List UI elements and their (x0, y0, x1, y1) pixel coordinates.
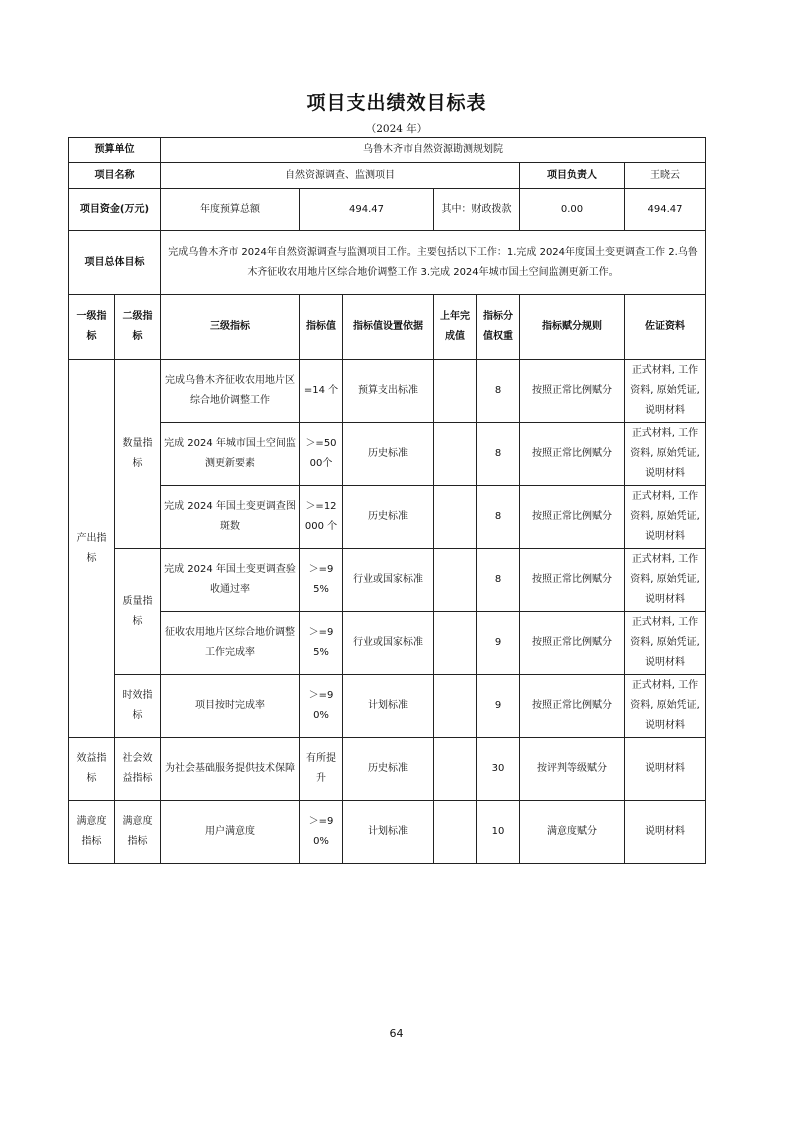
indicator-name: 完成乌鲁木齐征收农用地片区综合地价调整工作 (161, 360, 300, 423)
indicator-weight: 9 (477, 612, 520, 675)
indicator-weight: 8 (477, 486, 520, 549)
table-row (69, 549, 706, 612)
table-row (69, 738, 706, 801)
fiscal-fund-value: 0.00 (520, 189, 625, 231)
indicator-weight: 8 (477, 549, 520, 612)
indicator-evidence: 正式材料, 工作资料, 原始凭证, 说明材料 (625, 423, 706, 486)
indicator-basis: 历史标准 (343, 738, 434, 801)
indicator-last-year (434, 675, 477, 738)
group-social-benefit: 社会效益指标 (115, 738, 161, 801)
indicator-basis: 行业或国家标准 (343, 549, 434, 612)
project-goal-row (69, 231, 706, 295)
indicator-value: ＞=95% (300, 612, 343, 675)
project-name-value: 自然资源调查、监测项目 (161, 163, 520, 189)
indicator-name: 为社会基础服务提供技术保障 (161, 738, 300, 801)
header-last-year: 上年完成值 (434, 295, 477, 360)
group-timeliness: 时效指标 (115, 675, 161, 738)
project-goal-label: 项目总体目标 (69, 231, 161, 295)
project-name-label: 项目名称 (69, 163, 161, 189)
indicator-name: 完成 2024 年国土变更调查验收通过率 (161, 549, 300, 612)
annual-budget-value: 494.47 (300, 189, 434, 231)
indicator-last-year (434, 486, 477, 549)
project-leader-label: 项目负责人 (520, 163, 625, 189)
header-level3: 三级指标 (161, 295, 300, 360)
indicator-weight: 30 (477, 738, 520, 801)
document-title: 项目支出绩效目标表 (306, 92, 487, 114)
indicator-last-year (434, 360, 477, 423)
indicator-evidence: 正式材料, 工作资料, 原始凭证, 说明材料 (625, 675, 706, 738)
fiscal-fund-label: 其中：财政拨款 (434, 189, 520, 231)
table-row (69, 675, 706, 738)
group-quantity: 数量指标 (115, 360, 161, 549)
indicator-basis: 行业或国家标准 (343, 612, 434, 675)
indicator-rule: 按照正常比例赋分 (520, 612, 625, 675)
page-number: 64 (389, 1027, 404, 1040)
indicator-weight: 9 (477, 675, 520, 738)
indicator-value: ＞=5000个 (300, 423, 343, 486)
indicator-value: =14 个 (300, 360, 343, 423)
budget-unit-row (69, 138, 706, 163)
header-evidence: 佐证资料 (625, 295, 706, 360)
indicator-rule: 按评判等级赋分 (520, 738, 625, 801)
project-fund-label: 项目资金(万元) (69, 189, 161, 231)
indicator-header-row (69, 295, 706, 360)
indicator-last-year (434, 738, 477, 801)
table-row (69, 423, 706, 486)
indicator-evidence: 正式材料, 工作资料, 原始凭证, 说明材料 (625, 486, 706, 549)
group-satisfaction-sub: 满意度指标 (115, 801, 161, 864)
group-benefit: 效益指标 (69, 738, 115, 801)
table-row (69, 360, 706, 423)
indicator-basis: 预算支出标准 (343, 360, 434, 423)
indicator-evidence: 说明材料 (625, 801, 706, 864)
indicator-rule: 按照正常比例赋分 (520, 486, 625, 549)
group-output: 产出指标 (69, 360, 115, 738)
indicator-rule: 按照正常比例赋分 (520, 423, 625, 486)
indicator-rule: 按照正常比例赋分 (520, 675, 625, 738)
indicator-evidence: 正式材料, 工作资料, 原始凭证, 说明材料 (625, 360, 706, 423)
indicator-rule: 按照正常比例赋分 (520, 549, 625, 612)
indicator-last-year (434, 801, 477, 864)
header-rule: 指标赋分规则 (520, 295, 625, 360)
document-year: （2024 年） (365, 123, 428, 135)
project-name-row (69, 163, 706, 189)
performance-target-table (68, 137, 706, 864)
indicator-evidence: 说明材料 (625, 738, 706, 801)
table-row (69, 801, 706, 864)
header-basis: 指标值设置依据 (343, 295, 434, 360)
budget-unit-value: 乌鲁木齐市自然资源勘测规划院 (161, 138, 706, 163)
indicator-value: ＞=12000 个 (300, 486, 343, 549)
indicator-name: 用户满意度 (161, 801, 300, 864)
project-leader-value: 王晓云 (625, 163, 706, 189)
indicator-basis: 计划标准 (343, 675, 434, 738)
group-quality: 质量指标 (115, 549, 161, 675)
indicator-basis: 历史标准 (343, 486, 434, 549)
header-level1: 一级指标 (69, 295, 115, 360)
indicator-name: 项目按时完成率 (161, 675, 300, 738)
indicator-basis: 计划标准 (343, 801, 434, 864)
header-value: 指标值 (300, 295, 343, 360)
indicator-last-year (434, 423, 477, 486)
indicator-value: ＞=90% (300, 675, 343, 738)
indicator-weight: 10 (477, 801, 520, 864)
indicator-evidence: 正式材料, 工作资料, 原始凭证, 说明材料 (625, 549, 706, 612)
table-row (69, 612, 706, 675)
header-weight: 指标分值权重 (477, 295, 520, 360)
indicator-value: ＞=95% (300, 549, 343, 612)
group-satisfaction: 满意度指标 (69, 801, 115, 864)
table-row (69, 486, 706, 549)
annual-budget-label: 年度预算总额 (161, 189, 300, 231)
indicator-name: 征收农用地片区综合地价调整工作完成率 (161, 612, 300, 675)
indicator-last-year (434, 549, 477, 612)
indicator-rule: 满意度赋分 (520, 801, 625, 864)
indicator-weight: 8 (477, 423, 520, 486)
indicator-evidence: 正式材料, 工作资料, 原始凭证, 说明材料 (625, 612, 706, 675)
other-fund-value: 494.47 (625, 189, 706, 231)
budget-unit-label: 预算单位 (69, 138, 161, 163)
indicator-value: ＞=90% (300, 801, 343, 864)
indicator-basis: 历史标准 (343, 423, 434, 486)
project-goal-text: 完成乌鲁木齐市 2024年自然资源调查与监测项目工作。主要包括以下工作：1.完成 2024年度国土变更调查工作 2.乌鲁木齐征收农用地片区综合地价调整工作 3.完成 2024年城市国土空间监测更新工作。 (161, 231, 706, 295)
indicator-rule: 按照正常比例赋分 (520, 360, 625, 423)
indicator-name: 完成 2024 年城市国土空间监测更新要素 (161, 423, 300, 486)
indicator-weight: 8 (477, 360, 520, 423)
indicator-last-year (434, 612, 477, 675)
indicator-name: 完成 2024 年国土变更调查图斑数 (161, 486, 300, 549)
project-fund-row (69, 189, 706, 231)
indicator-value: 有所提升 (300, 738, 343, 801)
header-level2: 二级指标 (115, 295, 161, 360)
